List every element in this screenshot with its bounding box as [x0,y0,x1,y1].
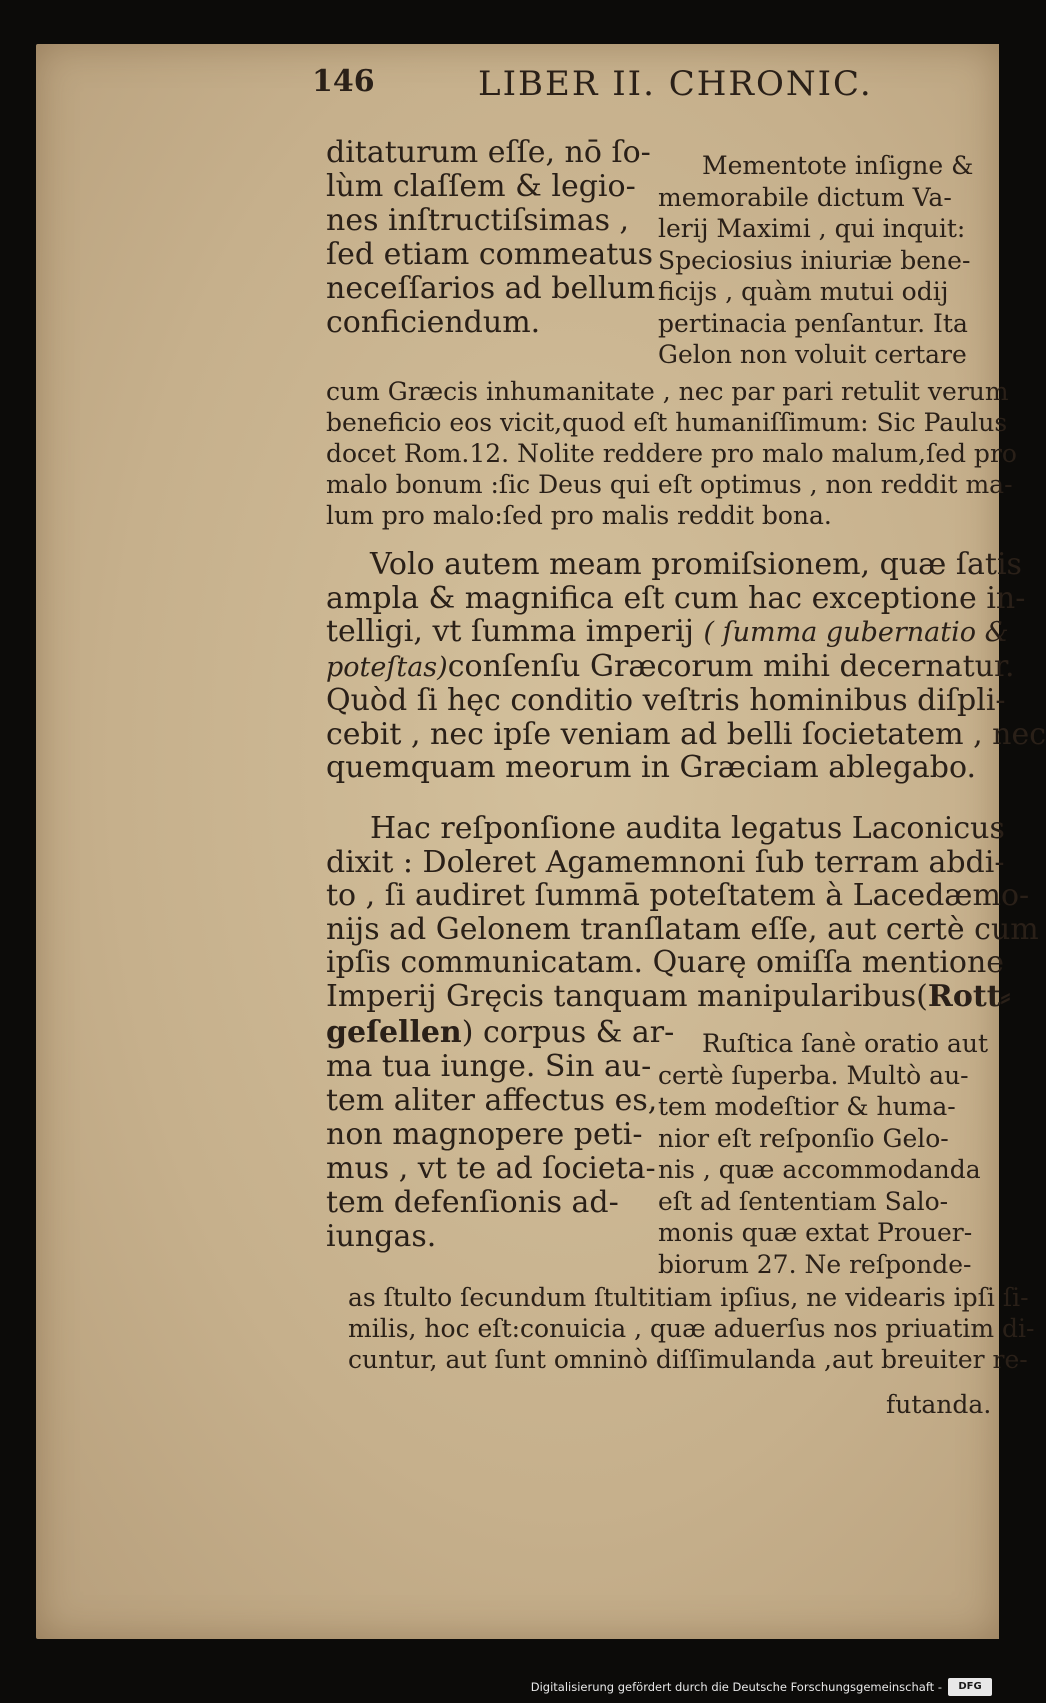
text-line: lùm claſſem & legio- [326,169,636,204]
text-line: iungas. [326,1219,437,1254]
text-line: to , ſi audiret ſummā poteſtatem à Lacedæmo- [326,878,1030,913]
text-line: conficiendum. [326,305,541,340]
marginal-gloss-4 [658,1028,989,1280]
gloss-line: Ruſtica ſanè oratio aut [702,1029,989,1058]
gloss-line: biorum 27. Ne reſponde- [658,1249,972,1279]
text-segment: telligi, vt ſumma imperij [326,614,694,649]
gloss-line: Mementote inſigne & [702,151,974,180]
text-line: ampla & magnifica eſt cum hac exceptione in- [326,580,1026,616]
text-line: nes inſtructiſsimas , [326,203,630,238]
gloss-line: monis quæ extat Prouer- [658,1218,973,1247]
gloss-line: nis , quæ accommodanda [658,1155,981,1184]
gloss-line: nior eſt reſponſio Gelo- [658,1123,949,1153]
gloss-line: docet Rom.12. Nolite reddere pro malo malum,ſed pro [326,439,1017,468]
italic-gloss-end: poteſtas) [326,651,448,683]
text-line: ipſis communicatam. Quarę omiſſa mentione [326,945,1005,980]
text-line: dixit : Doleret Agamemnoni ſub terram abdi- [326,844,1005,880]
gloss-line: Speciosius iniuriæ bene- [658,245,971,275]
fraktur-word: geſellen [326,1015,462,1050]
text-line-with-gloss [326,614,1009,650]
gloss-line: ficijs , quàm mutui odij [658,277,949,306]
text-line-with-gloss-end [326,648,1015,685]
text-line: non magnopere peti- [326,1117,643,1152]
digitization-footer [0,1674,1000,1703]
gloss-line: certè ſuperba. Multò au- [658,1060,969,1090]
text-line: ſed etiam commeatus [326,237,654,272]
catchword: futanda. [886,1390,992,1419]
text-segment: conſenſu Græcorum mihi decernatur. [447,648,1015,684]
gloss-line: as ſtulto ſecundum ſtultitiam ipſius, ne videaris ipſi ſi- [348,1283,1029,1312]
gloss-line: tem modeſtior & huma- [658,1092,956,1121]
gloss-line: lum pro malo:ſed pro malis reddit bona. [326,501,832,530]
page-number: 146 [312,64,375,99]
gloss-line: eſt ad ſententiam Salo- [658,1186,949,1216]
gloss-continuation-4 [348,1282,1035,1375]
gloss-line: milis, hoc eſt:conuicia , quæ aduerſus nos priuatim di- [348,1314,1035,1343]
text-line: Hac reſponſione audita legatus Laconicus [370,811,1005,846]
text-line: ditaturum eſſe, nō ſo- [326,135,651,170]
text-line: mus , vt te ad ſocieta- [326,1151,656,1186]
text-line: tem defenſionis ad- [326,1185,619,1220]
text-line: Quòd ſi hęc conditio veſtris hominibus diſpli- [326,683,1006,718]
running-title: LIBER II. CHRONIC. [478,64,873,104]
main-paragraph-2 [326,547,1046,785]
text-line: neceſſarios ad bellum [326,271,656,306]
footer-credit: Digitalisierung gefördert durch die Deutsche Forschungsgemeinschaft - [530,1680,942,1694]
gloss-line: beneficio eos vicit,quod eſt humaniſſimum: Sic Paulus [326,408,1008,437]
text-line: Volo autem meam promiſsionem, quæ ſatis [370,547,1022,582]
text-line: ma tua iunge. Sin au- [326,1049,652,1084]
page-header [50,64,930,120]
main-text-column-1 [326,135,656,340]
gloss-continuation-1 [326,376,1017,531]
gloss-line: cum Græcis inhumanitate , nec par pari retulit verum [326,377,1009,406]
gloss-line: lerij Maximi , qui inquit: [658,214,966,243]
gloss-line: Gelon non voluit certare [658,340,967,369]
text-line: quemquam meorum in Græciam ablegabo. [326,750,977,785]
text-line-with-fraktur [326,1015,675,1050]
gloss-line: malo bonum :ſic Deus qui eſt optimus , non reddit ma- [326,470,1013,499]
gloss-line: pertinacia penſantur. Ita [658,308,968,338]
gloss-line: memorabile dictum Va- [658,182,952,212]
main-paragraph-3 [326,811,1039,1014]
text-line: nijs ad Gelonem tranſlatam eſſe, aut certè cum [326,911,1039,947]
text-segment: ) corpus & ar- [461,1015,675,1050]
marginal-gloss-1 [658,150,974,371]
text-line: cebit , nec ipſe veniam ad belli ſocietatem , nec [326,716,1046,752]
text-line-with-fraktur [326,978,1011,1014]
main-text-column-4 [326,1015,675,1254]
gloss-line: cuntur, aut ſunt omninò diſſimulanda ,aut breuiter re- [348,1345,1028,1374]
fraktur-word: Rott⸗ [927,978,1011,1014]
italic-gloss: ( ſumma gubernatio & [703,617,1009,648]
dfg-logo: DFG [948,1678,992,1696]
text-line: tem aliter affectus es, [326,1083,658,1118]
text-segment: Imperij Gręcis tanquam manipularibus( [326,978,928,1014]
